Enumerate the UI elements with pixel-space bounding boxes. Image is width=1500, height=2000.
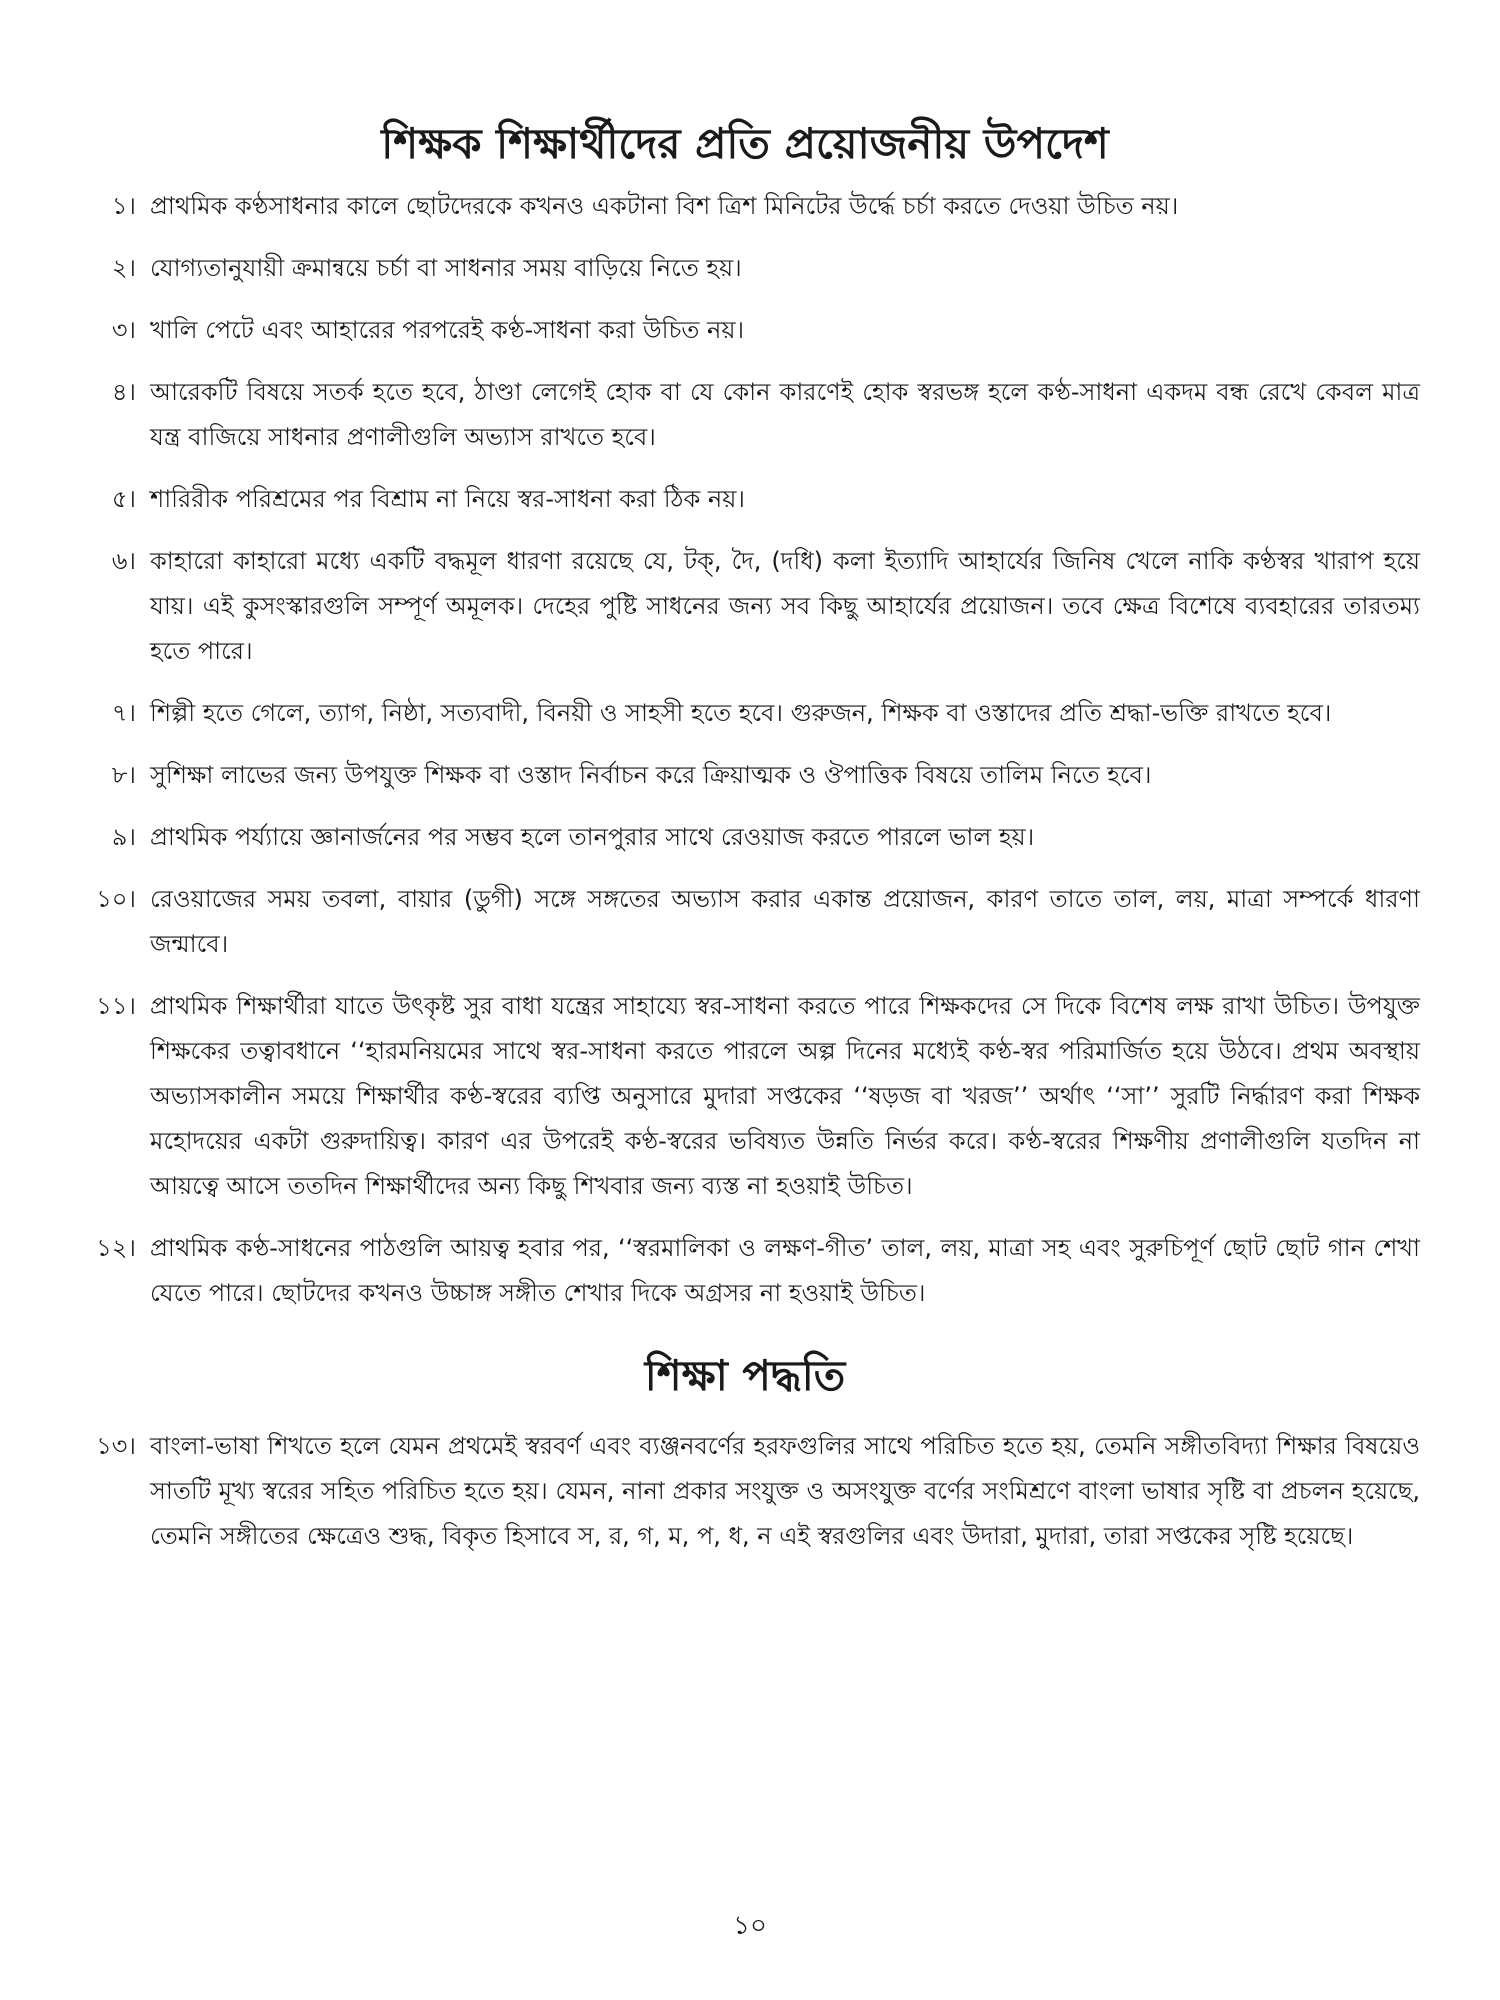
page-title: শিক্ষক শিক্ষার্থীদের প্রতি প্রয়োজনীয় উপদেশ: [381, 119, 1109, 168]
item-text: প্রাথমিক পর্য্যায়ে জ্ঞানার্জনের পর সম্ভব হলে তানপুরার সাথে রেওয়াজ করতে পারলে ভাল হয়।: [150, 823, 1035, 851]
page-number: ১০: [733, 1911, 767, 1941]
list-item: [70, 1226, 1420, 1316]
item-text: শারিরীক পরিশ্রমের পর বিশ্রাম না নিয়ে স্বর-সাধনা করা ঠিক নয়।: [150, 485, 745, 513]
list-item: [70, 308, 1420, 353]
item-text: রেওয়াজের সময় তবলা, বায়ার (ডুগী) সঙ্গে সঙ্গতের অভ্যাস করার একান্ত প্রয়োজন, কারণ তাতে তাল, লয়, মাত্রা সম্পর্কে ধারণা জন্মাবে।: [150, 885, 1420, 958]
section-title: শিক্ষা পদ্ধতি: [644, 1351, 846, 1400]
item-number: ২।: [111, 254, 136, 282]
item-number: ৬।: [111, 547, 136, 575]
item-text: আরেকটি বিষয়ে সতর্ক হতে হবে, ঠাণ্ডা লেগেই হোক বা যে কোন কারণেই হোক স্বরভঙ্গ হলে কণ্ঠ-সাধনা একদম বন্ধ রেখে কেবল মাত্র যন্ত্র বাজিয়ে সাধনার প্রণালীগুলি অভ্যাস রাখতে হবে।: [150, 378, 1420, 451]
list-item: [70, 246, 1420, 291]
method-list: [70, 1424, 1420, 1559]
list-item: [70, 1424, 1420, 1559]
list-item: [70, 691, 1420, 736]
item-text: সুশিক্ষা লাভের জন্য উপযুক্ত শিক্ষক বা ওস্তাদ নির্বাচন করে ক্রিয়াত্মক ও ঔপাত্তিক বিষয়ে তালিম নিতে হবে।: [150, 761, 1152, 789]
item-text: শিল্পী হতে গেলে, ত্যাগ, নিষ্ঠা, সত্যবাদী, বিনয়ী ও সাহসী হতে হবে। গুরুজন, শিক্ষক বা ওস্তাদের প্রতি শ্রদ্ধা-ভক্তি রাখতে হবে।: [150, 699, 1332, 727]
list-item: [70, 184, 1420, 229]
item-text: কাহারো কাহারো মধ্যে একটি বদ্ধমূল ধারণা রয়েছে যে, টক্, দৈ, (দধি) কলা ইত্যাদি আহার্যের জিনিষ খেলে নাকি কণ্ঠস্বর খারাপ হয়ে যায়। এই কুসংস্কারগুলি সম্পূর্ণ অমূলক। দেহের পুষ্টি সাধনের জন্য সব কিছু আহার্যের প্রয়োজন। তবে ক্ষেত্র বিশেষে ব্যবহারের তারতম্য হতে পারে।: [150, 547, 1420, 665]
item-number: ১।: [111, 192, 136, 220]
item-number: ৯।: [111, 823, 136, 851]
item-number: ৪।: [111, 378, 136, 406]
list-item: [70, 539, 1420, 674]
item-number: ৮।: [111, 761, 136, 789]
item-text: প্রাথমিক কণ্ঠসাধনার কালে ছোটদেরকে কখনও একটানা বিশ ত্রিশ মিনিটের উর্দ্ধে চর্চা করতে দেওয়া উচিত নয়।: [150, 192, 1179, 220]
item-text: খালি পেটে এবং আহারের পরপরেই কণ্ঠ-সাধনা করা উচিত নয়।: [150, 316, 745, 344]
item-text: প্রাথমিক শিক্ষার্থীরা যাতে উৎকৃষ্ট সুর বাধা যন্ত্রের সাহায্যে স্বর-সাধনা করতে পারে শিক্ষকদের সে দিকে বিশেষ লক্ষ রাখা উচিত। উপযুক্ত শিক্ষকের তত্বাবধানে ‘‘হারমনিয়মের সাথে স্বর-সাধনা করতে পারলে অল্প দিনের মধ্যেই কণ্ঠ-স্বর পরিমার্জিত হয়ে উঠবে। প্রথম অবস্থায় অভ্যাসকালীন সময়ে শিক্ষার্থীর কণ্ঠ-স্বরের ব্যপ্তি অনুসারে মুদারা সপ্তকের ‘‘ষড়জ বা খরজ’’ অর্থাৎ ‘‘সা’’ সুরটি নির্দ্ধারণ করা শিক্ষক মহোদয়ের একটা গুরুদায়িত্ব। কারণ এর উপরেই কণ্ঠ-স্বরের ভবিষ্যত উন্নতি নির্ভর করে। কণ্ঠ-স্বরের শিক্ষণীয় প্রণালীগুলি যতদিন না আয়ত্বে আসে ততদিন শিক্ষার্থীদের অন্য কিছু শিখবার জন্য ব্যস্ত না হওয়াই উচিত।: [150, 992, 1420, 1200]
list-item: [70, 753, 1420, 798]
list-item: [70, 477, 1420, 522]
item-number: ৫।: [111, 485, 136, 513]
item-text: যোগ্যতানুযায়ী ক্রমান্বয়ে চর্চা বা সাধনার সময় বাড়িয়ে নিতে হয়।: [150, 254, 742, 282]
list-item: [70, 815, 1420, 860]
list-item: [70, 984, 1420, 1209]
item-number: ১৩।: [96, 1432, 136, 1460]
item-number: ১২।: [96, 1234, 136, 1262]
item-number: ৭।: [111, 699, 136, 727]
item-number: ১১।: [96, 992, 136, 1020]
item-text: বাংলা-ভাষা শিখতে হলে যেমন প্রথমেই স্বরবর্ণ এবং ব্যঞ্জনবর্ণের হরফগুলির সাথে পরিচিত হতে হয়, তেমনি সঙ্গীতবিদ্যা শিক্ষার বিষয়েও সাতটি মূখ্য স্বরের সহিত পরিচিত হতে হয়। যেমন, নানা প্রকার সংযুক্ত ও অসংযুক্ত বর্ণের সংমিশ্রণে বাংলা ভাষার সৃষ্টি বা প্রচলন হয়েছে, তেমনি সঙ্গীতের ক্ষেত্রেও শুদ্ধ, বিকৃত হিসাবে স, র, গ, ম, প, ধ, ন এই স্বরগুলির এবং উদারা, মুদারা, তারা সপ্তকের সৃষ্টি হয়েছে।: [150, 1432, 1420, 1550]
item-number: ৩।: [111, 316, 136, 344]
item-number: ১০।: [96, 885, 136, 913]
item-text: প্রাথমিক কণ্ঠ-সাধনের পাঠগুলি আয়ত্ব হবার পর, ‘‘স্বরমালিকা ও লক্ষণ-গীত’ তাল, লয়, মাত্রা সহ এবং সুরুচিপূর্ণ ছোট ছোট গান শেখা যেতে পারে। ছোটদের কখনও উচ্চাঙ্গ সঙ্গীত শেখার দিকে অগ্রসর না হওয়াই উচিত।: [150, 1234, 1420, 1307]
advice-list: [70, 184, 1420, 1316]
list-item: [70, 877, 1420, 967]
list-item: [70, 370, 1420, 460]
